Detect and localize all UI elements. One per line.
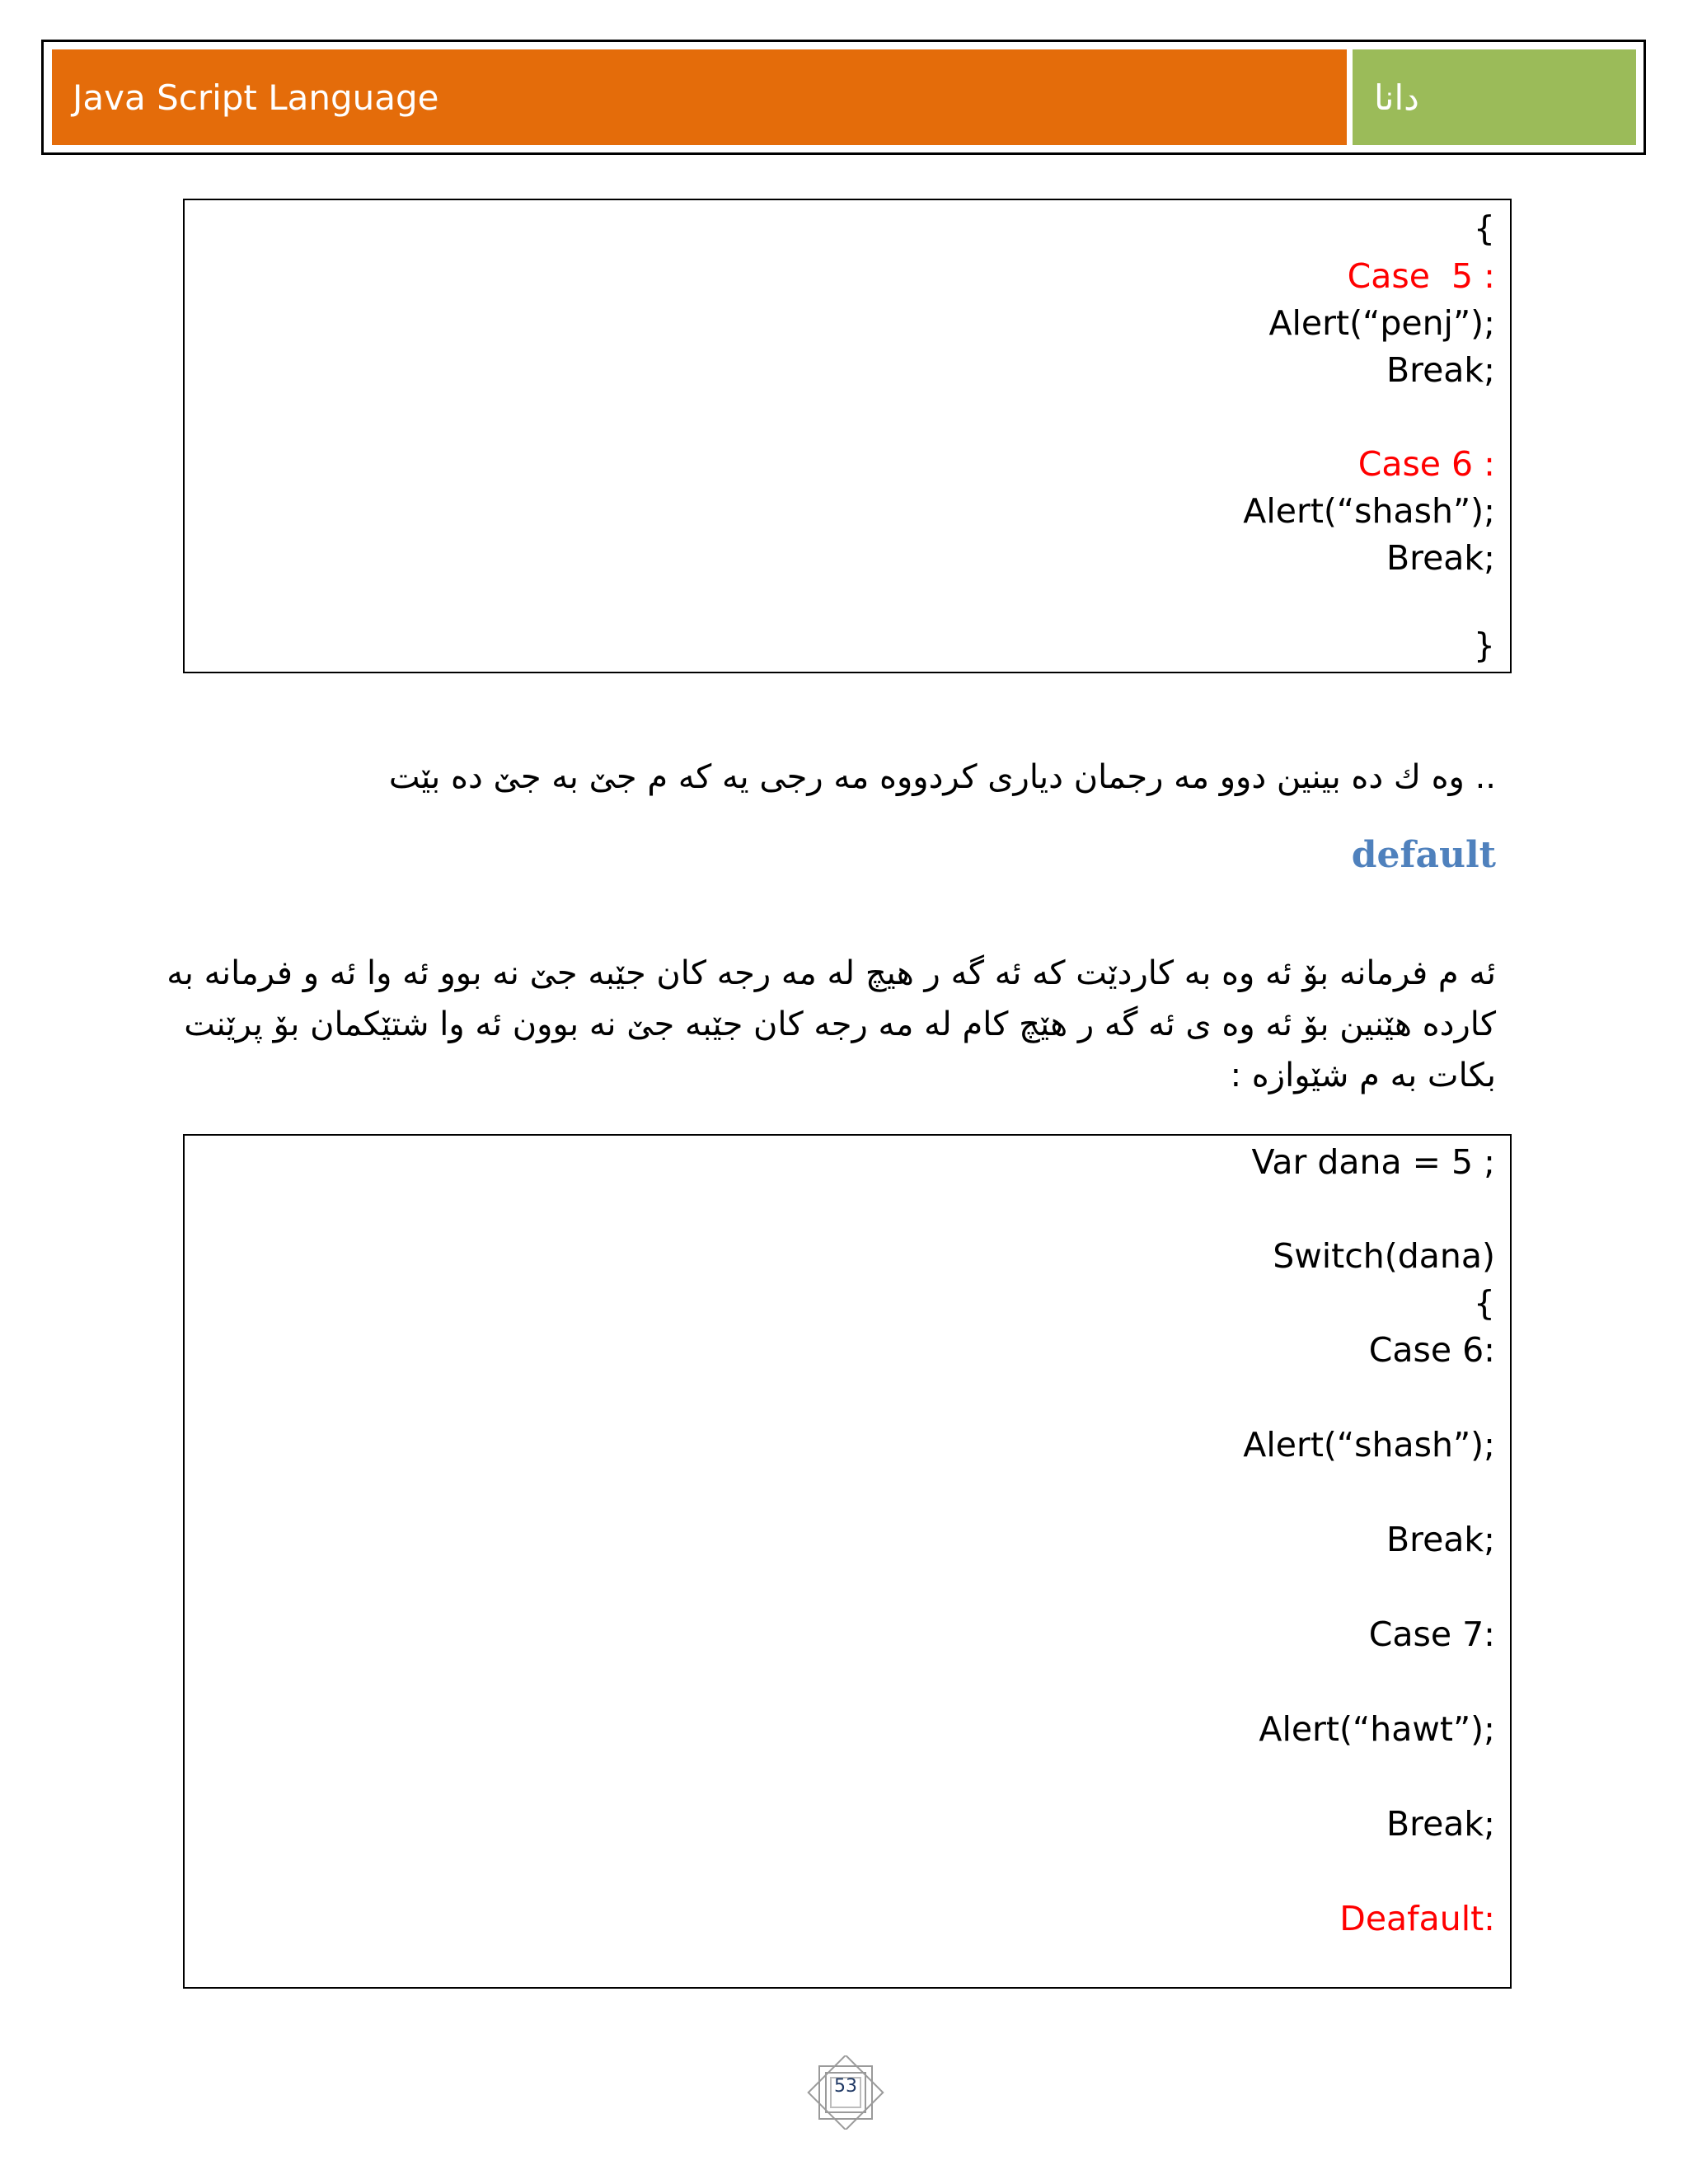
code-line: Deafault: (1339, 1899, 1495, 1938)
code-line: Alert(“hawt”); (1259, 1709, 1495, 1749)
code-line: Case 6: (1368, 1330, 1495, 1370)
code-line: { (1473, 1283, 1495, 1323)
header-author-bar (1353, 49, 1636, 145)
page-number: 53 (834, 2076, 857, 2097)
code-line: Break; (1386, 1520, 1495, 1559)
code-line: Case 6 : (1357, 444, 1495, 484)
default-heading: default (1351, 834, 1496, 876)
paragraph-default-line-3: بكات به م شێوازه : (1230, 1057, 1496, 1094)
code-line: Case 5 : (1347, 256, 1495, 296)
paragraph-conditions: .. وه ك ده بينين دوو مه رجمان دياری كردووه مه رجی يه كه م جێ به جێ ده بێت (388, 758, 1496, 796)
page-number-badge (804, 2055, 887, 2130)
code-block-2 (183, 1134, 1512, 1989)
code-line: { (1473, 209, 1495, 248)
code-line: Var dana = 5 ; (1251, 1142, 1495, 1182)
code-line: Break; (1386, 350, 1495, 390)
header-title-bar (52, 49, 1347, 145)
code-line: Alert(“shash”); (1243, 491, 1495, 531)
paragraph-default-line-2: كارده هێنين بۆ ئه وه ی ئه گه ر هێچ كام له مه رجه كان جێبه جێ نه بوون ئه وا شتێكمان بۆ پرێنت (184, 1005, 1496, 1043)
header-title: Java Script Language (73, 77, 439, 118)
code-line: } (1473, 626, 1495, 665)
code-line: Break; (1386, 538, 1495, 578)
paragraph-default-line-1: ئه م فرمانه بۆ ئه وه به كاردێت كه ئه گه ر هيچ له مه رجه كان جێبه جێ نه بوو ئه وا ئه و فرمانه به (166, 954, 1496, 992)
code-line: Break; (1386, 1804, 1495, 1844)
page-header (41, 40, 1646, 155)
header-author: دانا (1374, 77, 1419, 118)
code-line: Alert(“shash”); (1243, 1425, 1495, 1465)
code-block-1 (183, 199, 1512, 673)
code-line: Switch(dana) (1273, 1236, 1495, 1276)
code-line: Alert(“penj”); (1268, 303, 1495, 343)
code-line: Case 7: (1368, 1615, 1495, 1654)
